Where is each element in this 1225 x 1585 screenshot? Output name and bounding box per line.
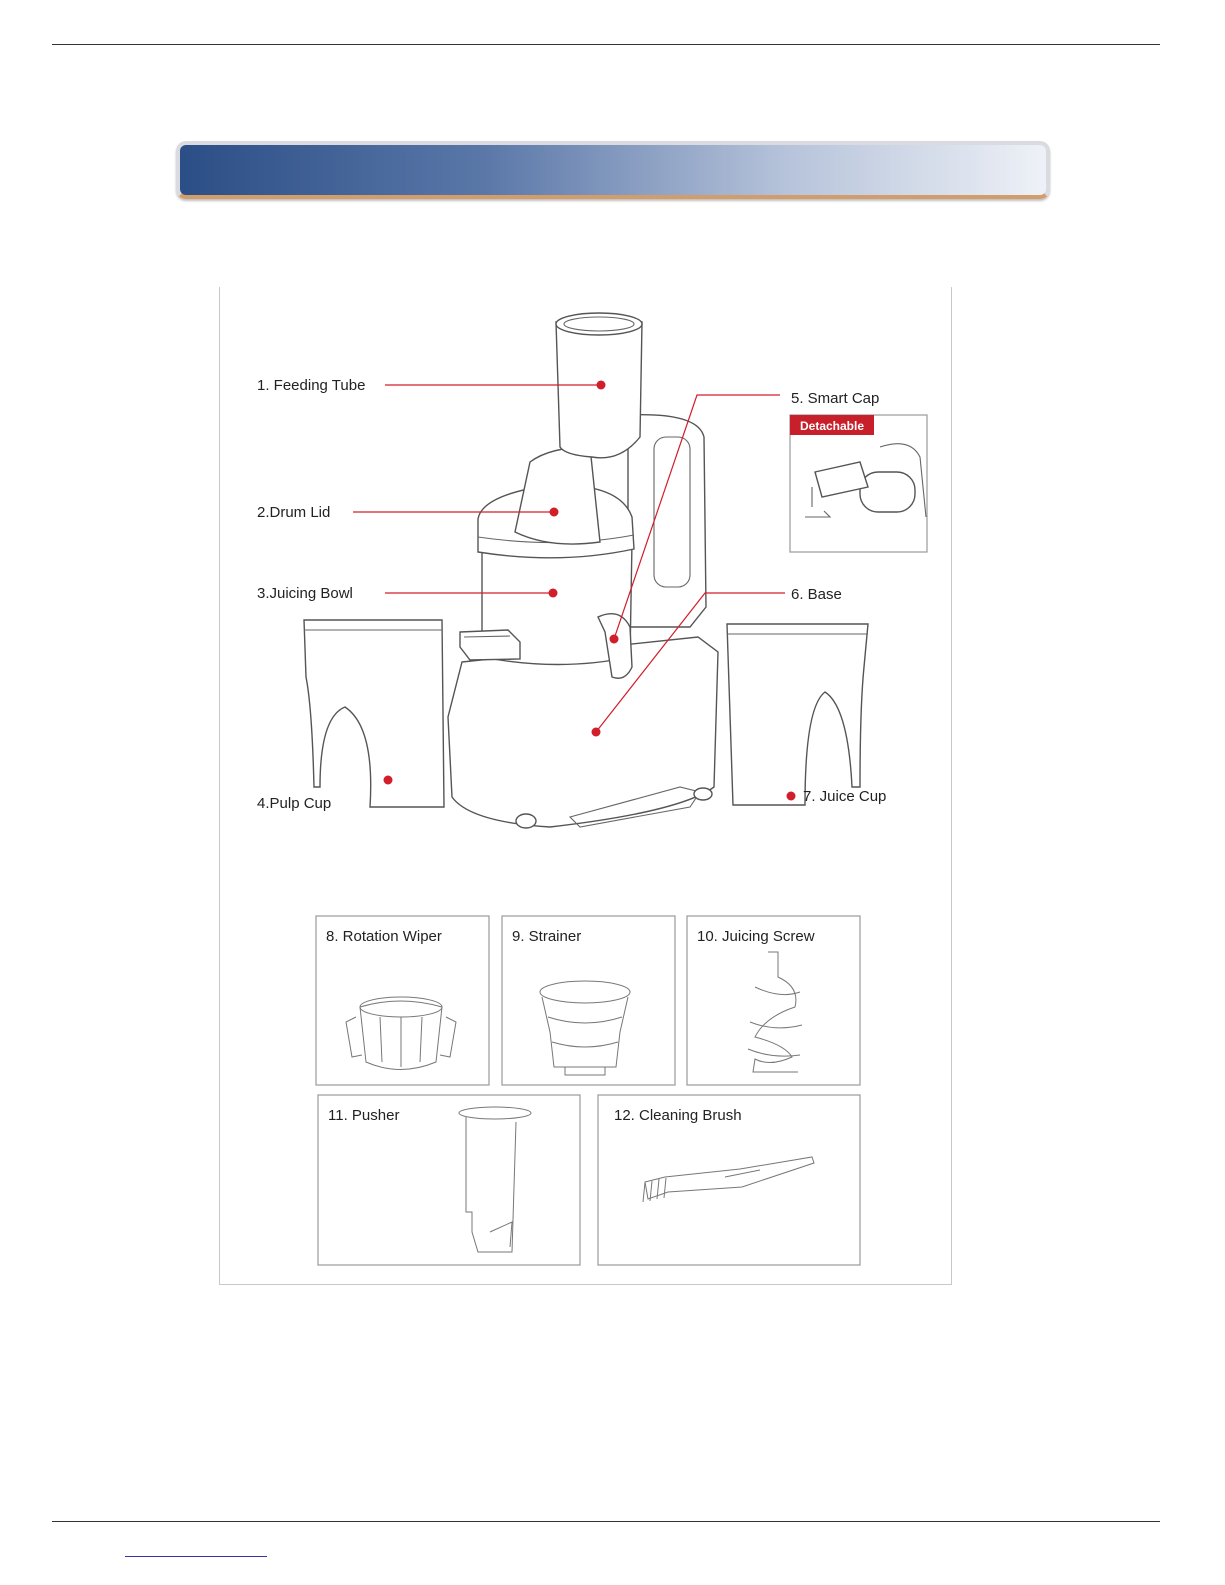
- accessory-cleaning-brush: [598, 1095, 860, 1265]
- pulp-cup-point: [384, 776, 393, 785]
- label-smart-cap: 5. Smart Cap: [791, 390, 880, 407]
- smart-cap-detail: [790, 415, 927, 552]
- accessory-strainer: [502, 916, 675, 1085]
- label-drum-lid: 2.Drum Lid: [257, 504, 331, 521]
- label-base: 6. Base: [791, 586, 842, 603]
- juicer-illustration: [448, 313, 718, 828]
- label-cleaning-brush: 12. Cleaning Brush: [614, 1107, 742, 1124]
- feeding-tube-point: [597, 381, 606, 390]
- label-pulp-cup: 4.Pulp Cup: [257, 795, 332, 812]
- juicer-parts-diagram: [219, 287, 952, 1285]
- detachable-badge: Detachable: [799, 419, 865, 433]
- label-juicing-bowl: 3.Juicing Bowl: [257, 585, 353, 602]
- accessory-rotation-wiper: [316, 916, 489, 1085]
- label-pusher: 11. Pusher: [328, 1107, 400, 1124]
- accessory-juicing-screw: [687, 916, 860, 1085]
- juice-cup-illustration: [727, 624, 868, 805]
- label-rotation-wiper: 8. Rotation Wiper: [326, 928, 442, 945]
- smart-cap-point: [610, 635, 619, 644]
- footer-link-underline[interactable]: [125, 1556, 267, 1557]
- drum-lid-point: [550, 508, 559, 517]
- diagram-svg: [220, 287, 953, 1285]
- label-feeding-tube: 1. Feeding Tube: [257, 377, 366, 394]
- accessory-pusher: [318, 1095, 580, 1265]
- footer-rule: [52, 1521, 1160, 1522]
- pulp-cup-illustration: [304, 620, 444, 807]
- label-juice-cup: 7. Juice Cup: [803, 788, 887, 805]
- juicing-bowl-point: [549, 589, 558, 598]
- base-point: [592, 728, 601, 737]
- label-juicing-screw: 10. Juicing Screw: [697, 928, 815, 945]
- label-strainer: 9. Strainer: [512, 928, 582, 945]
- juice-cup-point: [787, 792, 796, 801]
- section-banner: [176, 141, 1050, 199]
- header-rule: [52, 44, 1160, 45]
